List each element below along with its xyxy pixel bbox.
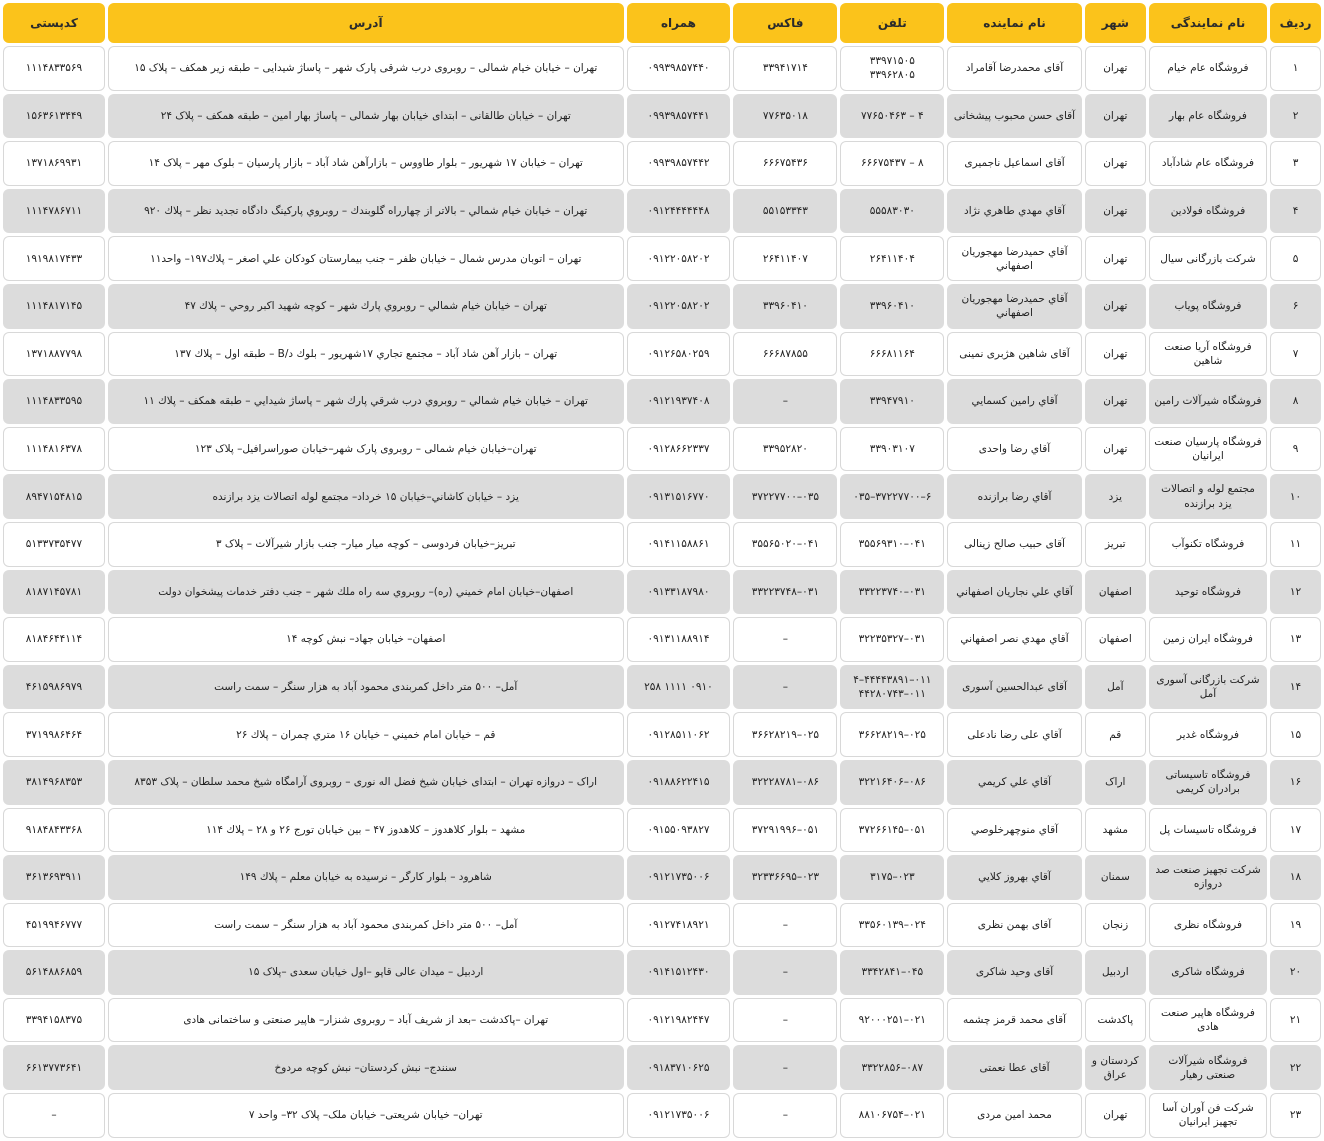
cell-address: تهران – خیابان طالقانی – ابتدای خیابان بهار شمالی – پاساژ بهار امین – طبقه همکف – پلاک ۲۴ (108, 94, 624, 139)
cell-city: تهران (1085, 46, 1146, 91)
cell-agency-name: فروشگاه عام بهار (1149, 94, 1267, 139)
table-row (3, 760, 1321, 805)
cell-address: اراک – دروازه تهران – ابتدای خیابان شیخ فضل اله نوری – روبروی آرامگاه شیخ محمد سلطان – پلاک ۸۳۵۳ (108, 760, 624, 805)
cell-mobile: ۰۹۱۴۱۱۵۸۸۶۱ (627, 522, 731, 567)
table-row (3, 427, 1321, 472)
cell-phone: ۰۴۱–۳۵۵۶۹۳۱۰ (840, 522, 944, 567)
cell-phone: ۶–۳۷۲۲۷۷۰۰–۰۳۵ (840, 474, 944, 519)
cell-representative-name: آقاي علي كريمي (947, 760, 1081, 805)
cell-city: تهران (1085, 379, 1146, 424)
cell-phone: ۴ – ۷۷۶۵۰۴۶۳ (840, 94, 944, 139)
cell-agency-name: فروشگاه آریا صنعت شاهین (1149, 332, 1267, 377)
cell-representative-name: آقای محمدرضا آقامراد (947, 46, 1081, 91)
cell-representative-name: آقای عطا نعمتی (947, 1045, 1081, 1090)
table-row (3, 1045, 1321, 1090)
cell-representative-name: آقاي حميدرضا مهجوريان اصفهاني (947, 236, 1081, 281)
table-row (3, 522, 1321, 567)
cell-phone: ۰۸۶–۳۲۲۱۶۴۰۶ (840, 760, 944, 805)
cell-phone: ۰۳۱–۳۳۲۲۳۷۴۰ (840, 570, 944, 615)
cell-phone: ۰۲۴–۳۳۵۶۰۱۳۹ (840, 903, 944, 948)
cell-address: تهران–خیابان خیام شمالی – روبروی پارک شهر–خیابان صوراسرافیل– پلاک ۱۲۳ (108, 427, 624, 472)
cell-fax: ۰۴۱–۳۵۵۶۵۰۲۰ (733, 522, 837, 567)
cell-postal-code: – (3, 1093, 105, 1138)
cell-row-number: ۱۱ (1270, 522, 1321, 567)
cell-address: تهران – خيابان خيام شمالي – روبروي درب شرقي پارك شهر – پاساژ شيدايي – طبقه همكف – پلاك ۱۱ (108, 379, 624, 424)
cell-postal-code: ۳۸۱۴۹۶۸۳۵۳ (3, 760, 105, 805)
cell-representative-name: آقای حبیب صالح زینالی (947, 522, 1081, 567)
header-postal-code: کدپستی (3, 3, 105, 43)
cell-postal-code: ۱۱۱۴۸۱۶۳۷۸ (3, 427, 105, 472)
cell-representative-name: محمد امین مردی (947, 1093, 1081, 1138)
cell-fax: ۳۳۹۶۰۴۱۰ (733, 284, 837, 329)
cell-representative-name: آقاي بهروز كلايي (947, 855, 1081, 900)
cell-agency-name: فروشگاه پارسیان صنعت ایرانیان (1149, 427, 1267, 472)
cell-phone: ۰۳۱–۳۲۲۳۵۳۲۷ (840, 617, 944, 662)
table-row (3, 46, 1321, 91)
cell-mobile: ۰۹۱۲۷۴۱۸۹۲۱ (627, 903, 731, 948)
cell-fax: ۰۲۳–۳۲۳۳۶۶۹۵ (733, 855, 837, 900)
cell-agency-name: فروشگاه شاکری (1149, 950, 1267, 995)
cell-mobile: ۰۹۱۲۶۵۸۰۲۵۹ (627, 332, 731, 377)
cell-agency-name: فروشگاه تاسیساتی برادران کریمی (1149, 760, 1267, 805)
cell-fax: ۶۶۶۸۷۸۵۵ (733, 332, 837, 377)
cell-city: تهران (1085, 236, 1146, 281)
table-row (3, 903, 1321, 948)
cell-row-number: ۲۰ (1270, 950, 1321, 995)
cell-postal-code: ۸۱۸۴۶۴۴۱۱۴ (3, 617, 105, 662)
cell-fax: – (733, 998, 837, 1043)
cell-representative-name: آقای وحید شاکری (947, 950, 1081, 995)
cell-fax: – (733, 903, 837, 948)
header-city: شهر (1085, 3, 1146, 43)
cell-representative-name: آقاي مهدي طاهري نژاد (947, 189, 1081, 234)
cell-city: تهران (1085, 189, 1146, 234)
table-row (3, 189, 1321, 234)
cell-fax: ۰۵۱–۳۷۲۹۱۹۹۶ (733, 808, 837, 853)
cell-city: تهران (1085, 332, 1146, 377)
cell-postal-code: ۱۱۱۴۸۱۷۱۴۵ (3, 284, 105, 329)
cell-representative-name: آقاي رضا برازنده (947, 474, 1081, 519)
cell-address: تهران – خيابان خيام شمالي – روبروي پارك شهر – كوچه شهيد اكبر روحي – پلاك ۴۷ (108, 284, 624, 329)
cell-mobile: ۰۹۱۲۱۷۳۵۰۰۶ (627, 1093, 731, 1138)
cell-representative-name: آقاي رامين كسمايي (947, 379, 1081, 424)
table-row (3, 94, 1321, 139)
table-row (3, 284, 1321, 329)
cell-mobile: ۰۹۱۲۸۵۱۱۰۶۲ (627, 712, 731, 757)
cell-row-number: ۲۱ (1270, 998, 1321, 1043)
cell-agency-name: فروشگاه تکنوآب (1149, 522, 1267, 567)
cell-city: زنجان (1085, 903, 1146, 948)
cell-row-number: ۱۳ (1270, 617, 1321, 662)
cell-city: اصفهان (1085, 570, 1146, 615)
cell-fax: ۲۶۴۱۱۴۰۷ (733, 236, 837, 281)
cell-agency-name: شرکت تجهیز صنعت صد دروازه (1149, 855, 1267, 900)
cell-phone: ۰۴۵–۳۳۴۲۸۴۱ (840, 950, 944, 995)
cell-representative-name: آقاي منوچهرخلوصي (947, 808, 1081, 853)
cell-postal-code: ۸۱۸۷۱۴۵۷۸۱ (3, 570, 105, 615)
cell-phone: ۳۳۹۶۰۴۱۰ (840, 284, 944, 329)
cell-mobile: ۰۹۱۲۲۰۵۸۲۰۲ (627, 236, 731, 281)
cell-row-number: ۲۳ (1270, 1093, 1321, 1138)
cell-city: مشهد (1085, 808, 1146, 853)
cell-fax: ۳۳۹۵۲۸۲۰ (733, 427, 837, 472)
cell-address: تهران – بازار آهن شاد آباد – مجتمع تجاري ۱۷شهريور – بلوك د/B – طبقه اول – پلاك ۱۳۷ (108, 332, 624, 377)
cell-phone: ۶۶۶۸۱۱۶۴ (840, 332, 944, 377)
header-row-number: ردیف (1270, 3, 1321, 43)
cell-address: تهران –پاکدشت –بعد از شریف آباد – روبروی شنزار– هاپیر صنعتی و ساختمانی هادی (108, 998, 624, 1043)
cell-mobile: ۰۹۱۲۱۷۳۵۰۰۶ (627, 855, 731, 900)
cell-mobile: ۰۹۱۴۱۵۱۲۴۳۰ (627, 950, 731, 995)
cell-mobile: ۰۹۱۲۲۰۵۸۲۰۲ (627, 284, 731, 329)
cell-phone: ۳۳۹۷۱۵۰۵ ۳۳۹۶۲۸۰۵ (840, 46, 944, 91)
cell-address: اصفهان– خيابان جهاد– نبش كوچه ۱۴ (108, 617, 624, 662)
cell-representative-name: آقای عبدالحسین آسوری (947, 665, 1081, 710)
cell-mobile: ۰۹۹۳۹۸۵۷۴۴۱ (627, 94, 731, 139)
cell-postal-code: ۵۱۳۳۷۳۵۴۷۷ (3, 522, 105, 567)
cell-agency-name: شرکت فن آوران آسا تجهیز ایرانیان (1149, 1093, 1267, 1138)
cell-agency-name: فروشگاه عام شادآباد (1149, 141, 1267, 186)
cell-postal-code: ۳۷۱۹۹۸۶۴۶۴ (3, 712, 105, 757)
cell-row-number: ۷ (1270, 332, 1321, 377)
cell-postal-code: ۱۱۱۴۸۳۳۵۹۵ (3, 379, 105, 424)
cell-representative-name: آقاي علی رضا نادعلی (947, 712, 1081, 757)
cell-row-number: ۱۹ (1270, 903, 1321, 948)
cell-city: اراک (1085, 760, 1146, 805)
header-phone: تلفن (840, 3, 944, 43)
cell-address: قم – خيابان امام خميني – خيابان ۱۶ متري چمران – پلاك ۲۶ (108, 712, 624, 757)
table-row (3, 950, 1321, 995)
cell-address: اصفهان–خيابان امام خميني (ره)– روبروي سه راه ملك شهر – جنب دفتر خدمات پيشخوان دولت (108, 570, 624, 615)
cell-address: تبریز–خیابان فردوسی – کوچه میار میار– جنب بازار شیرآلات – پلاک ۳ (108, 522, 624, 567)
cell-postal-code: ۵۶۱۴۸۸۶۸۵۹ (3, 950, 105, 995)
cell-row-number: ۴ (1270, 189, 1321, 234)
cell-fax: – (733, 1093, 837, 1138)
cell-mobile: ۰۹۱۲۴۴۴۴۴۴۸ (627, 189, 731, 234)
cell-city: قم (1085, 712, 1146, 757)
cell-representative-name: آقاي حميدرضا مهجوريان اصفهاني (947, 284, 1081, 329)
cell-row-number: ۳ (1270, 141, 1321, 186)
cell-address: سنندج– نبش کردستان– نبش کوچه مردوخ (108, 1045, 624, 1090)
cell-mobile: ۰۹۱۳۳۱۸۷۹۸۰ (627, 570, 731, 615)
table-row (3, 141, 1321, 186)
cell-mobile: ۰۹۹۳۹۸۵۷۴۴۲ (627, 141, 731, 186)
cell-address: تهران – خيابان خيام شمالي – بالاتر از چهارراه گلوبندك – روبروي پاركينگ دادگاه تجديد نظر – پلاك ۹۲۰ (108, 189, 624, 234)
cell-representative-name: آقای بهمن نظری (947, 903, 1081, 948)
table-row (3, 712, 1321, 757)
cell-phone: ۵۵۵۸۳۰۳۰ (840, 189, 944, 234)
cell-mobile: ۰۹۱۰ ۱۱۱۱ ۲۵۸ (627, 665, 731, 710)
cell-phone: ۰۲۳–۳۱۷۵ (840, 855, 944, 900)
cell-mobile: ۰۹۱۳۱۵۱۶۷۷۰ (627, 474, 731, 519)
cell-agency-name: فروشگاه غدیر (1149, 712, 1267, 757)
cell-address: آمل– ۵۰۰ متر داخل کمربندی محمود آباد به هزار سنگر – سمت راست (108, 665, 624, 710)
cell-postal-code: ۳۳۹۴۱۵۸۳۷۵ (3, 998, 105, 1043)
cell-postal-code: ۶۶۱۳۷۷۳۶۴۱ (3, 1045, 105, 1090)
table-row (3, 236, 1321, 281)
header-fax: فاکس (733, 3, 837, 43)
table-row (3, 665, 1321, 710)
cell-postal-code: ۱۹۱۹۸۱۷۴۳۳ (3, 236, 105, 281)
cell-agency-name: فروشگاه شیرآلات رامین (1149, 379, 1267, 424)
cell-address: تهران – اتوبان مدرس شمال – خيابان ظفر – جنب بيمارستان كودكان علي اصغر – پلاك۱۹۷– واحد۱۱ (108, 236, 624, 281)
cell-row-number: ۱۴ (1270, 665, 1321, 710)
table-row (3, 617, 1321, 662)
cell-agency-name: فروشگاه هاپیر صنعت هادی (1149, 998, 1267, 1043)
cell-mobile: ۰۹۱۲۱۹۸۲۴۴۷ (627, 998, 731, 1043)
cell-fax: – (733, 1045, 837, 1090)
cell-fax: ۰۳۱–۳۳۲۲۳۷۴۸ (733, 570, 837, 615)
cell-phone: ۰۸۷–۳۳۲۲۸۵۶ (840, 1045, 944, 1090)
cell-fax: ۰۸۶–۳۲۲۲۸۷۸۱ (733, 760, 837, 805)
cell-agency-name: فروشگاه نظری (1149, 903, 1267, 948)
cell-city: تهران (1085, 94, 1146, 139)
cell-row-number: ۱۲ (1270, 570, 1321, 615)
cell-city: تهران (1085, 284, 1146, 329)
header-address: آدرس (108, 3, 624, 43)
cell-fax: ۶۶۶۷۵۴۳۶ (733, 141, 837, 186)
cell-city: پاکدشت (1085, 998, 1146, 1043)
cell-row-number: ۱۵ (1270, 712, 1321, 757)
cell-fax: – (733, 379, 837, 424)
cell-row-number: ۱ (1270, 46, 1321, 91)
table-row (3, 570, 1321, 615)
cell-agency-name: فروشگاه پویاب (1149, 284, 1267, 329)
cell-city: سمنان (1085, 855, 1146, 900)
cell-agency-name: شرکت بازرگانی سیال (1149, 236, 1267, 281)
cell-row-number: ۸ (1270, 379, 1321, 424)
cell-row-number: ۱۰ (1270, 474, 1321, 519)
table-row (3, 808, 1321, 853)
cell-city: تهران (1085, 427, 1146, 472)
cell-agency-name: فروشگاه فولادین (1149, 189, 1267, 234)
cell-postal-code: ۱۱۱۴۷۸۶۷۱۱ (3, 189, 105, 234)
cell-postal-code: ۱۳۷۱۸۶۹۹۳۱ (3, 141, 105, 186)
cell-phone: ۰۲۱–۹۲۰۰۰۲۵۱ (840, 998, 944, 1043)
cell-city: یزد (1085, 474, 1146, 519)
header-agency-name: نام نمایندگی (1149, 3, 1267, 43)
cell-phone: ۳۳۹۰۳۱۰۷ (840, 427, 944, 472)
cell-row-number: ۱۸ (1270, 855, 1321, 900)
header-representative-name: نام نماینده (947, 3, 1081, 43)
cell-row-number: ۱۷ (1270, 808, 1321, 853)
cell-phone: ۰۲۵–۳۶۶۲۸۲۱۹ (840, 712, 944, 757)
cell-mobile: ۰۹۱۲۸۶۶۲۳۳۷ (627, 427, 731, 472)
cell-fax: – (733, 665, 837, 710)
cell-agency-name: فروشگاه تاسیسات پل (1149, 808, 1267, 853)
cell-row-number: ۵ (1270, 236, 1321, 281)
cell-city: آمل (1085, 665, 1146, 710)
cell-mobile: ۰۹۹۳۹۸۵۷۴۴۰ (627, 46, 731, 91)
cell-agency-name: فروشگاه توحید (1149, 570, 1267, 615)
cell-phone: ۸ – ۶۶۶۷۵۴۳۷ (840, 141, 944, 186)
cell-row-number: ۲۲ (1270, 1045, 1321, 1090)
cell-fax: ۰۲۵–۳۶۶۲۸۲۱۹ (733, 712, 837, 757)
cell-phone: ۰۲۱–۸۸۱۰۶۷۵۴ (840, 1093, 944, 1138)
cell-phone: ۰۱۱–۴۴۴۴۳۸۹۱–۴ ۰۱۱–۴۴۲۸۰۷۴۳ (840, 665, 944, 710)
cell-city: تهران (1085, 141, 1146, 186)
cell-address: تهران – خیابان خیام شمالی – روبروی درب شرقی پارک شهر – پاساژ شیدایی – طبقه زیر همکف – پلاک ۱۵ (108, 46, 624, 91)
cell-phone: ۲۶۴۱۱۴۰۴ (840, 236, 944, 281)
cell-representative-name: آقاي علي نجاريان اصفهاني (947, 570, 1081, 615)
table-row (3, 332, 1321, 377)
cell-agency-name: فروشگاه ایران زمین (1149, 617, 1267, 662)
cell-fax: ۰۳۵–۳۷۲۲۷۷۰۰ (733, 474, 837, 519)
cell-postal-code: ۳۶۱۳۶۹۳۹۱۱ (3, 855, 105, 900)
cell-mobile: ۰۹۱۵۵۰۹۳۸۲۷ (627, 808, 731, 853)
cell-address: آمل– ۵۰۰ متر داخل کمربندی محمود آباد به هزار سنگر – سمت راست (108, 903, 624, 948)
table-header-row (3, 3, 1321, 43)
cell-address: مشهد – بلوار كلاهدوز – كلاهدوز ۴۷ – بين خيابان تورج ۲۶ و ۲۸ – پلاك ۱۱۴ (108, 808, 624, 853)
cell-city: تهران (1085, 1093, 1146, 1138)
cell-address: تهران – خیابان ۱۷ شهریور – بلوار طاووس – بازارآهن شاد آباد – بازار پارسیان – بلوک مهر – پلاک ۱۴ (108, 141, 624, 186)
cell-representative-name: آقاي رضا واحدی (947, 427, 1081, 472)
cell-mobile: ۰۹۱۸۳۷۱۰۶۲۵ (627, 1045, 731, 1090)
cell-phone: ۰۵۱–۳۷۲۶۶۱۴۵ (840, 808, 944, 853)
cell-postal-code: ۹۱۸۴۸۴۳۳۶۸ (3, 808, 105, 853)
cell-city: اردبیل (1085, 950, 1146, 995)
cell-agency-name: فروشگاه شیرآلات صنعتی رهیار (1149, 1045, 1267, 1090)
cell-fax: – (733, 950, 837, 995)
cell-row-number: ۶ (1270, 284, 1321, 329)
table-row (3, 998, 1321, 1043)
cell-fax: ۳۳۹۴۱۷۱۴ (733, 46, 837, 91)
cell-fax: ۵۵۱۵۳۳۴۳ (733, 189, 837, 234)
cell-row-number: ۲ (1270, 94, 1321, 139)
cell-postal-code: ۱۵۶۳۶۱۳۴۴۹ (3, 94, 105, 139)
cell-fax: ۷۷۶۳۵۰۱۸ (733, 94, 837, 139)
cell-agency-name: مجتمع لوله و اتصالات یزد برازنده (1149, 474, 1267, 519)
cell-city: کردستان و عراق (1085, 1045, 1146, 1090)
cell-address: تهران– خیابان شریعتی– خیابان ملک– پلاک ۳۲– واحد ۷ (108, 1093, 624, 1138)
cell-row-number: ۱۶ (1270, 760, 1321, 805)
cell-address: يزد – خيابان كاشاني–خيابان ۱۵ خرداد– مجتمع لوله اتصالات يزد برازنده (108, 474, 624, 519)
cell-mobile: ۰۹۱۲۱۹۳۷۴۰۸ (627, 379, 731, 424)
cell-agency-name: شرکت بازرگانی آسوری آمل (1149, 665, 1267, 710)
cell-postal-code: ۸۹۴۷۱۵۴۸۱۵ (3, 474, 105, 519)
cell-postal-code: ۱۳۷۱۸۸۷۷۹۸ (3, 332, 105, 377)
cell-mobile: ۰۹۱۳۱۱۸۸۹۱۴ (627, 617, 731, 662)
cell-representative-name: آقای حسن محبوب پیشخانی (947, 94, 1081, 139)
cell-representative-name: آقای شاهین هژبری نمینی (947, 332, 1081, 377)
cell-postal-code: ۴۵۱۹۹۴۶۷۷۷ (3, 903, 105, 948)
cell-row-number: ۹ (1270, 427, 1321, 472)
header-mobile: همراه (627, 3, 731, 43)
table-row (3, 474, 1321, 519)
table-body (3, 46, 1321, 1138)
table-row (3, 1093, 1321, 1138)
cell-representative-name: آقای اسماعیل ناجمیری (947, 141, 1081, 186)
cell-agency-name: فروشگاه عام خیام (1149, 46, 1267, 91)
table-row (3, 855, 1321, 900)
cell-representative-name: آقاي مهدي نصر اصفهاني (947, 617, 1081, 662)
cell-mobile: ۰۹۱۸۸۶۲۲۴۱۵ (627, 760, 731, 805)
cell-postal-code: ۴۶۱۵۹۸۶۹۷۹ (3, 665, 105, 710)
cell-city: اصفهان (1085, 617, 1146, 662)
cell-postal-code: ۱۱۱۴۸۳۳۵۶۹ (3, 46, 105, 91)
cell-phone: ۳۳۹۴۷۹۱۰ (840, 379, 944, 424)
table-row (3, 379, 1321, 424)
cell-address: شاهرود – بلوار كارگر – نرسيده به خيابان معلم – پلاك ۱۴۹ (108, 855, 624, 900)
cell-fax: – (733, 617, 837, 662)
cell-address: اردبیل – میدان عالی قاپو –اول خیابان سعدی –پلاک ۱۵ (108, 950, 624, 995)
cell-representative-name: آقای محمد قرمز چشمه (947, 998, 1081, 1043)
cell-city: تبریز (1085, 522, 1146, 567)
